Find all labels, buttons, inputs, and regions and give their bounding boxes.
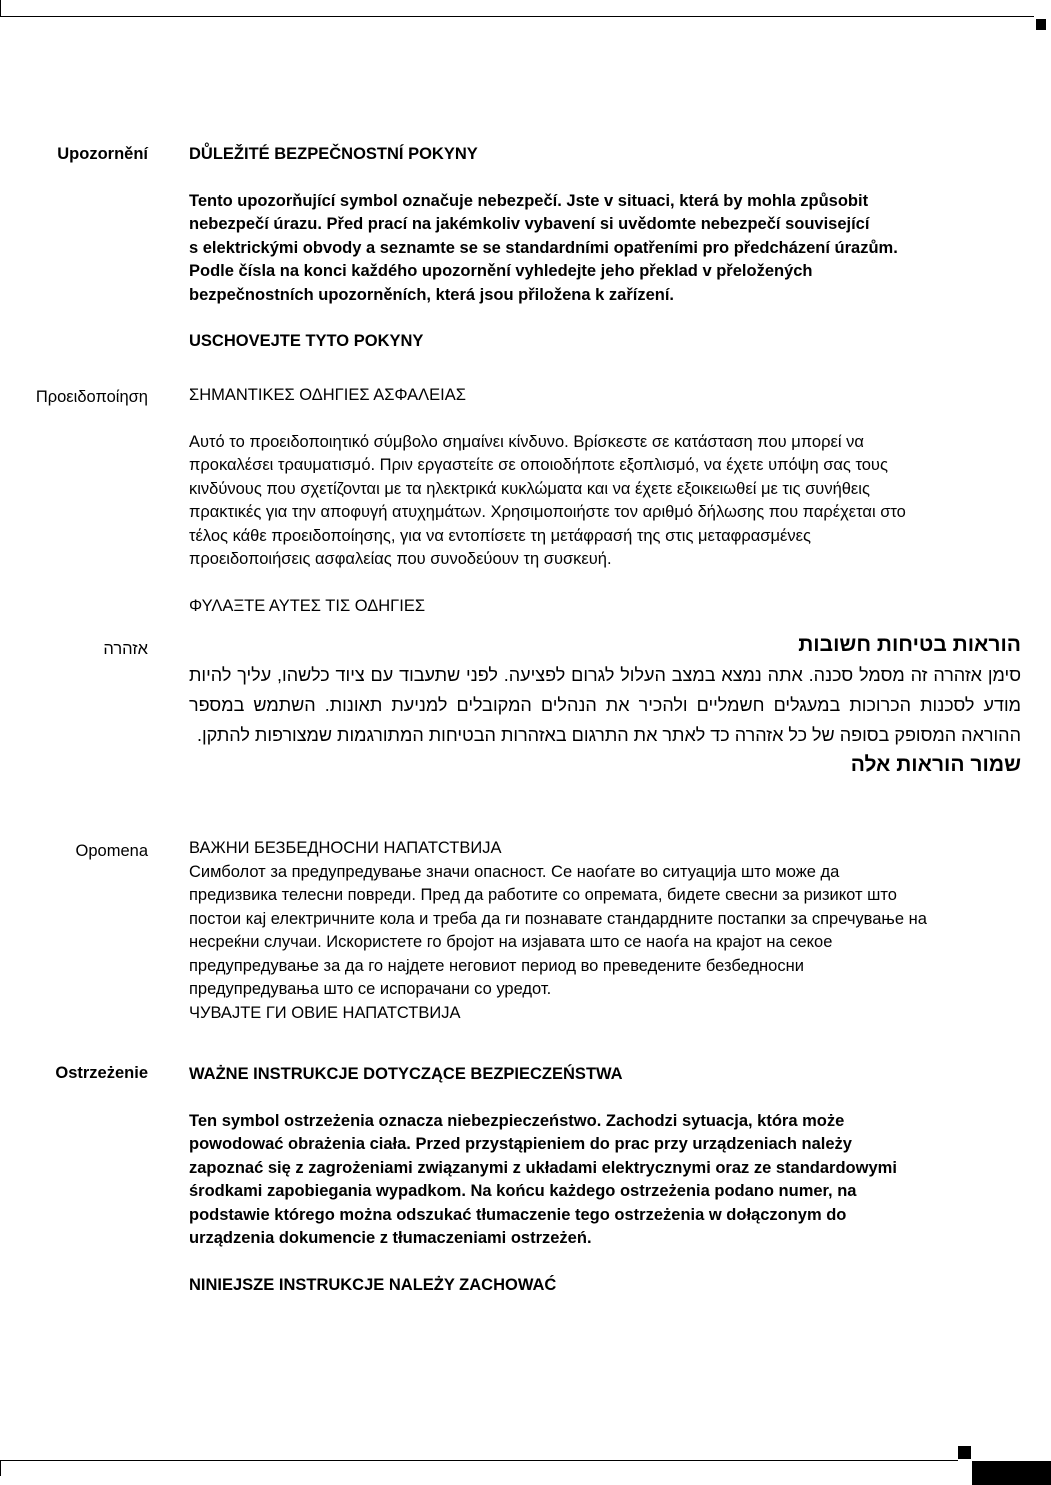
warning-text-line: πρακτικές για την αποφυγή ατυχημάτων. Χρησιμοποιήστε τον αριθμό δήλωσης που παρέχεται στο (189, 503, 906, 521)
warning-text-line: Симболот за предупредување значи опасност. Се наоѓате во ситуација што може да (189, 862, 840, 881)
warning-heading: ВАЖНИ БЕЗБЕДНОСНИ НАПАТСТВИЈА (189, 839, 502, 857)
warning-text-line: podstawie którego można odszukać tłumaczenie tego ostrzeżenia w dołączonym do (189, 1205, 847, 1224)
warning-block-polish (189, 1063, 1039, 1297)
footer-rule-tick (0, 1460, 1, 1476)
warning-text-line: κινδύνους που σχετίζονται με τα ηλεκτρικά κυκλώματα και να έχετε εξοικειωθεί με τις συνήθεις (189, 479, 870, 498)
warning-text-line: bezpečnostních upozorněních, která jsou přiložena k zařízení. (189, 285, 675, 304)
warning-text-line: Tento upozorňující symbol označuje nebezpečí. Jste v situaci, která by mohla způsobit (189, 191, 869, 210)
warning-text-line: powodować obrażenia ciała. Przed przystąpieniem do prac przy urządzeniach należy (189, 1135, 852, 1153)
header-rule (0, 16, 1034, 17)
warning-text: סימן אזהרה זה מסמל סכנה. אתה נמצא במצב העלול לגרום לפציעה. לפני שתעבוד עם ציוד כלשהו, עליך להיות מודע לסכנות הכרוכות במעגלים חשמליים ולהכיר את הנהלים המקובלים למניעת תאונות. השתמש במספר ההוראה המסופק בסופה של כל אזהרה כד לאתר את התרגום באזהרות הבטיחות המתורגמות שמצורפות להתקן. (189, 665, 1021, 745)
footer-page-tab (972, 1461, 1051, 1485)
warning-text-line: предупредувања што се испорачани со уредот. (189, 980, 552, 998)
warning-text-line: zapoznać się z zagrożeniami związanymi z układami elektrycznymi oraz ze standardowymi (189, 1158, 897, 1177)
warning-heading: ΣΗΜΑΝΤΙΚΕΣ ΟΔΗΓΙΕΣ ΑΣΦΑΛΕΙΑΣ (189, 386, 466, 404)
warning-text-line: urządzenia dokumencie z tłumaczeniami ostrzeżeń. (189, 1229, 592, 1247)
warning-label-polish: Ostrzeżenie (55, 1064, 148, 1082)
warning-block-hebrew (189, 630, 1021, 780)
warning-label-hebrew: אזהרה (103, 640, 148, 658)
warning-text-line: предизвика телесни повреди. Пред да работите со опремата, бидете свесни за ризикот што (189, 886, 897, 904)
header-rule-tick (0, 0, 1, 17)
warning-heading: DŮLEŽITÉ BEZPEČNOSTNÍ POKYNY (189, 145, 478, 163)
warning-label-macedonian: Opomena (75, 842, 148, 860)
warning-label-greek: Προειδοποίηση (35, 388, 148, 406)
warning-text-line: środkami zapobiegania wypadkom. Na końcu każdego ostrzeżenia podano numer, na (189, 1182, 857, 1200)
warning-text-line: προειδοποιήσεις ασφαλείας που συνοδεύουν τη συσκευή. (189, 550, 612, 568)
warning-heading: הוראות בטיחות חשובות (798, 633, 1021, 656)
warning-footer: ΦΥΛΑΞΤΕ ΑΥΤΕΣ ΤΙΣ ΟΔΗΓΙΕΣ (189, 596, 426, 615)
warning-footer: NINIEJSZE INSTRUKCJE NALEŻY ZACHOWAĆ (189, 1275, 557, 1294)
warning-text-line: постои кај електричните кола и треба да ги познавате стандардните постапки за спречување на (189, 909, 927, 928)
warning-text-line: τέλος κάθε προειδοποίησης, για να εντοπίσετε τη μετάφρασή της στις μεταφρασμένες (189, 526, 811, 545)
warning-text-line: предупредување за да го најдете неговиот период во преведените безбедносни (189, 956, 804, 975)
warning-label-czech: Upozornění (57, 145, 148, 163)
warning-footer: ЧУВАЈТЕ ГИ ОВИЕ НАПАТСТВИЈА (189, 1003, 461, 1022)
warning-text-line: s elektrickými obvody a seznamte se se standardními opatřeními pro předcházení úrazům. (189, 238, 898, 257)
warning-block-czech (189, 143, 1039, 354)
warning-heading: WAŻNE INSTRUKCJE DOTYCZĄCE BEZPIECZEŃSTWA (189, 1065, 623, 1083)
warning-footer: שמור הוראות אלה (850, 753, 1021, 776)
warning-block-greek (189, 384, 1039, 618)
warning-text-line: несреќни случаи. Искористете го бројот на изјавата што се наоѓа на крајот на секое (189, 933, 833, 951)
warning-text-line: Ten symbol ostrzeżenia oznacza niebezpieczeństwo. Zachodzi sytuacja, która może (189, 1111, 845, 1130)
warning-block-macedonian (189, 837, 1039, 1025)
footer-marker (958, 1446, 971, 1459)
warning-text-line: nebezpečí úrazu. Před prací na jakémkoliv vybavení si uvědomte nebezpečí související (189, 215, 870, 233)
warning-text-line: Podle čísla na konci každého upozornění vyhledejte jeho překlad v přeložených (189, 262, 813, 280)
warning-text-line: Αυτό το προειδοποιητικό σύμβολο σημαίνει κίνδυνο. Βρίσκεστε σε κατάσταση που μπορεί να (189, 432, 864, 451)
warning-footer: USCHOVEJTE TYTO POKYNY (189, 332, 424, 350)
header-marker (1036, 19, 1046, 30)
warning-text-line: προκαλέσει τραυματισμό. Πριν εργαστείτε σε οποιοδήποτε εξοπλισμό, να έχετε υπόψη σας τους (189, 456, 888, 474)
footer-rule (0, 1460, 958, 1461)
